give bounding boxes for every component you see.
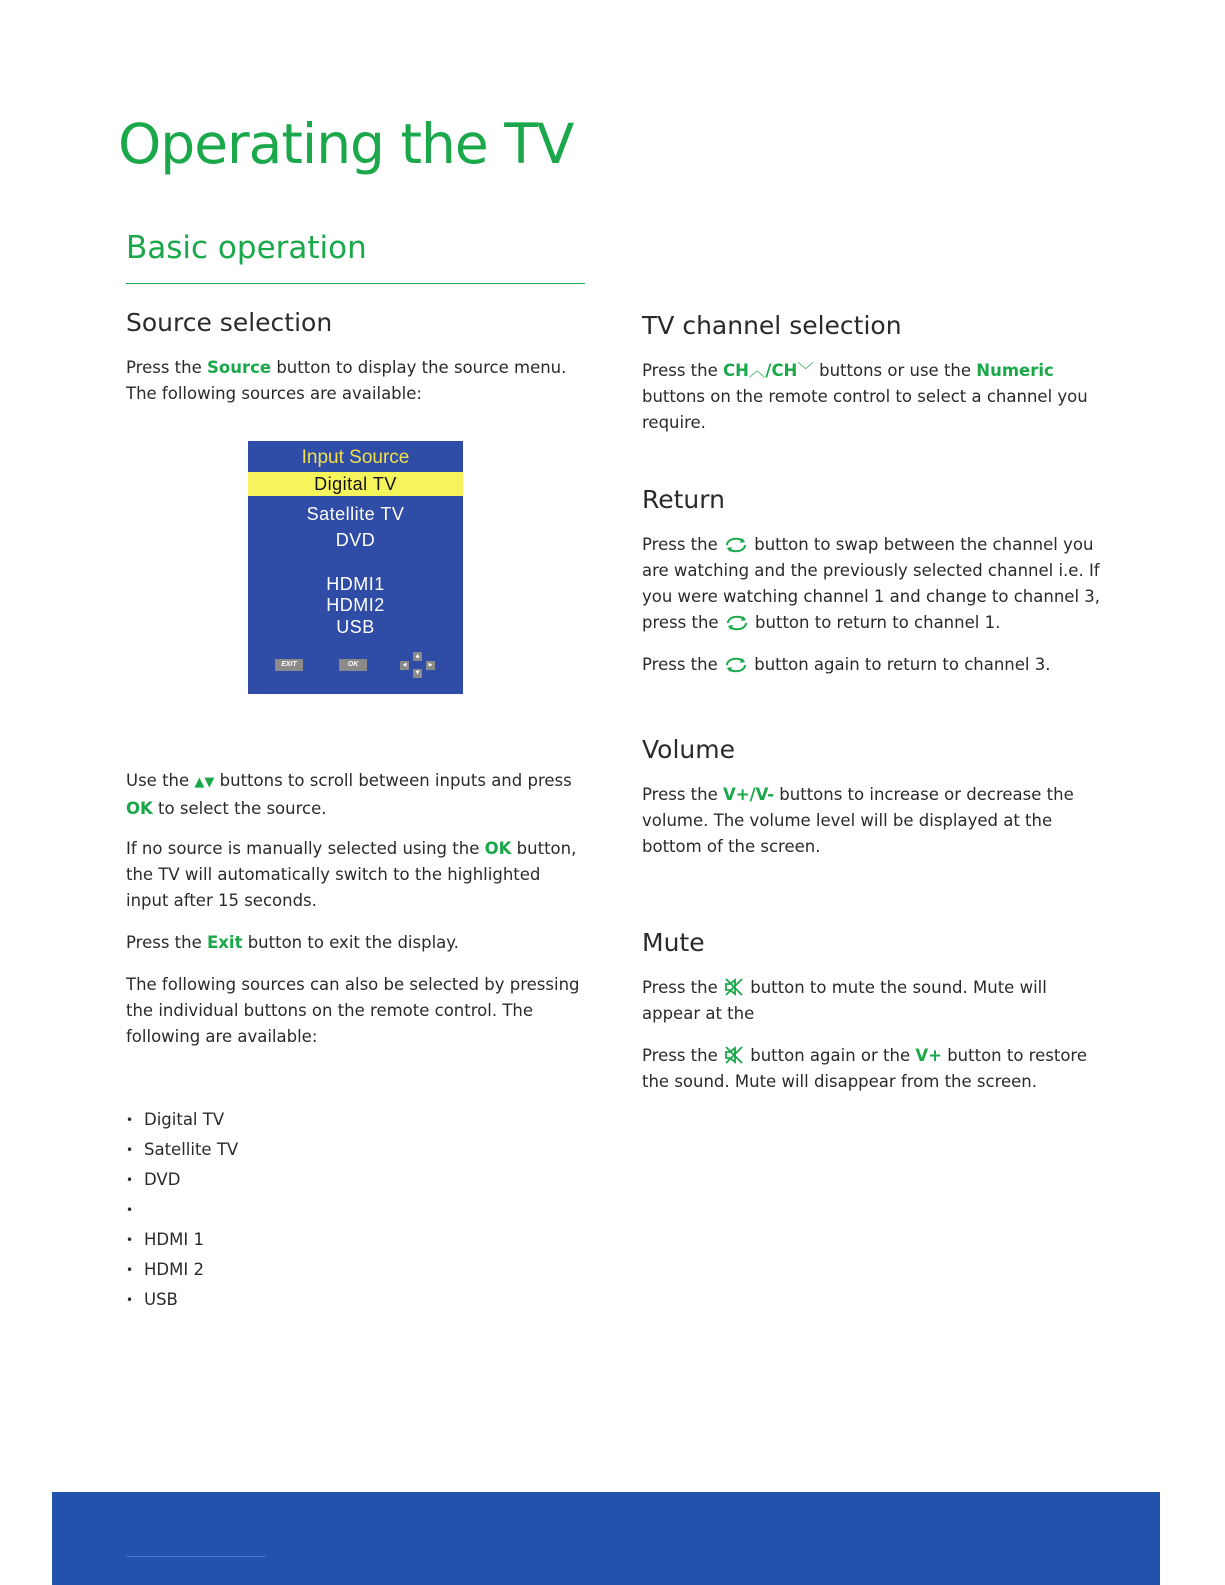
input-source-menu [248, 441, 463, 694]
nav-left-icon[interactable]: ◀ [400, 661, 409, 670]
menu-nav-pad[interactable] [399, 652, 437, 678]
list-item: • HDMI 2 [126, 1257, 238, 1287]
mute-text: Press the button to mute the sound. Mute will appear at the [642, 978, 1047, 1023]
menu-item-hdmi1[interactable]: HDMI1 [326, 574, 385, 594]
menu-title: Input Source [301, 447, 410, 468]
list-item: • HDMI 1 [126, 1227, 238, 1257]
mute-icon [723, 977, 745, 997]
return-heading: Return [642, 485, 725, 514]
up-down-arrows-icon: ▲▼ [194, 775, 215, 790]
menu-ok-button[interactable]: OK [339, 659, 367, 671]
section-divider [126, 283, 585, 284]
menu-item-digital-tv[interactable]: Digital TV [248, 472, 463, 496]
return-text-2: Press the button again to return to channel 3. [642, 655, 1051, 674]
mute-restore-text: Press the button again or the V+ button to restore the sound. Mute will disappear from the screen. [642, 1046, 1087, 1091]
footer-band [52, 1492, 1160, 1585]
mute-icon [723, 1045, 745, 1065]
nav-up-icon[interactable]: ▲ [413, 652, 422, 661]
page-title: Operating the TV [118, 112, 574, 176]
menu-exit-button[interactable]: EXIT [275, 659, 303, 671]
scroll-instructions: Use the ▲▼ buttons to scroll between inputs and press OK to select the source. [126, 771, 572, 818]
menu-item-satellite-tv[interactable]: Satellite TV [306, 504, 405, 524]
list-item: • Digital TV [126, 1107, 238, 1137]
chevron-down-icon: ﹀ [797, 361, 814, 380]
return-swap-icon [723, 656, 749, 674]
menu-item-dvd[interactable]: DVD [335, 530, 376, 550]
nav-right-icon[interactable]: ▶ [426, 661, 435, 670]
return-swap-icon [723, 536, 749, 554]
source-selection-heading: Source selection [126, 308, 333, 337]
menu-item-hdmi2[interactable]: HDMI2 [326, 595, 385, 615]
volume-heading: Volume [642, 735, 735, 764]
source-bullet-list [126, 1107, 238, 1317]
footer-link-underline[interactable] [126, 1556, 266, 1557]
menu-item-usb[interactable]: USB [336, 617, 375, 637]
auto-switch-text: If no source is manually selected using the OK button, the TV will automatically switch to the highlighted input after 15 seconds. [126, 839, 577, 910]
nav-down-icon[interactable]: ▼ [413, 669, 422, 678]
list-item: • DVD [126, 1167, 238, 1197]
return-swap-icon [724, 614, 750, 632]
list-item: • USB [126, 1287, 238, 1317]
volume-text: Press the V+/V- buttons to increase or decrease the volume. The volume level will be displayed at the bottom of the screen. [642, 785, 1074, 856]
also-available-text: The following sources can also be selected by pressing the individual buttons on the remote control. The following are available: [126, 975, 580, 1046]
chevron-up-icon: ︿ [748, 361, 766, 380]
exit-instructions: Press the Exit button to exit the display. [126, 933, 459, 952]
mute-heading: Mute [642, 928, 705, 957]
channel-selection-heading: TV channel selection [642, 311, 902, 340]
section-title: Basic operation [126, 230, 367, 266]
return-text: Press the button to swap between the channel you are watching and the previously selected channel i.e. If you were watching channel 1 and change to channel 3, press the button to return to channel 1. [642, 535, 1101, 632]
list-item [126, 1197, 238, 1227]
list-item: • Satellite TV [126, 1137, 238, 1167]
channel-selection-text: Press the CH︿/CH﹀ buttons or use the Numeric buttons on the remote control to select a channel you require. [642, 361, 1088, 432]
source-intro-text: Press the Source button to display the source menu. The following sources are available: [126, 358, 567, 403]
